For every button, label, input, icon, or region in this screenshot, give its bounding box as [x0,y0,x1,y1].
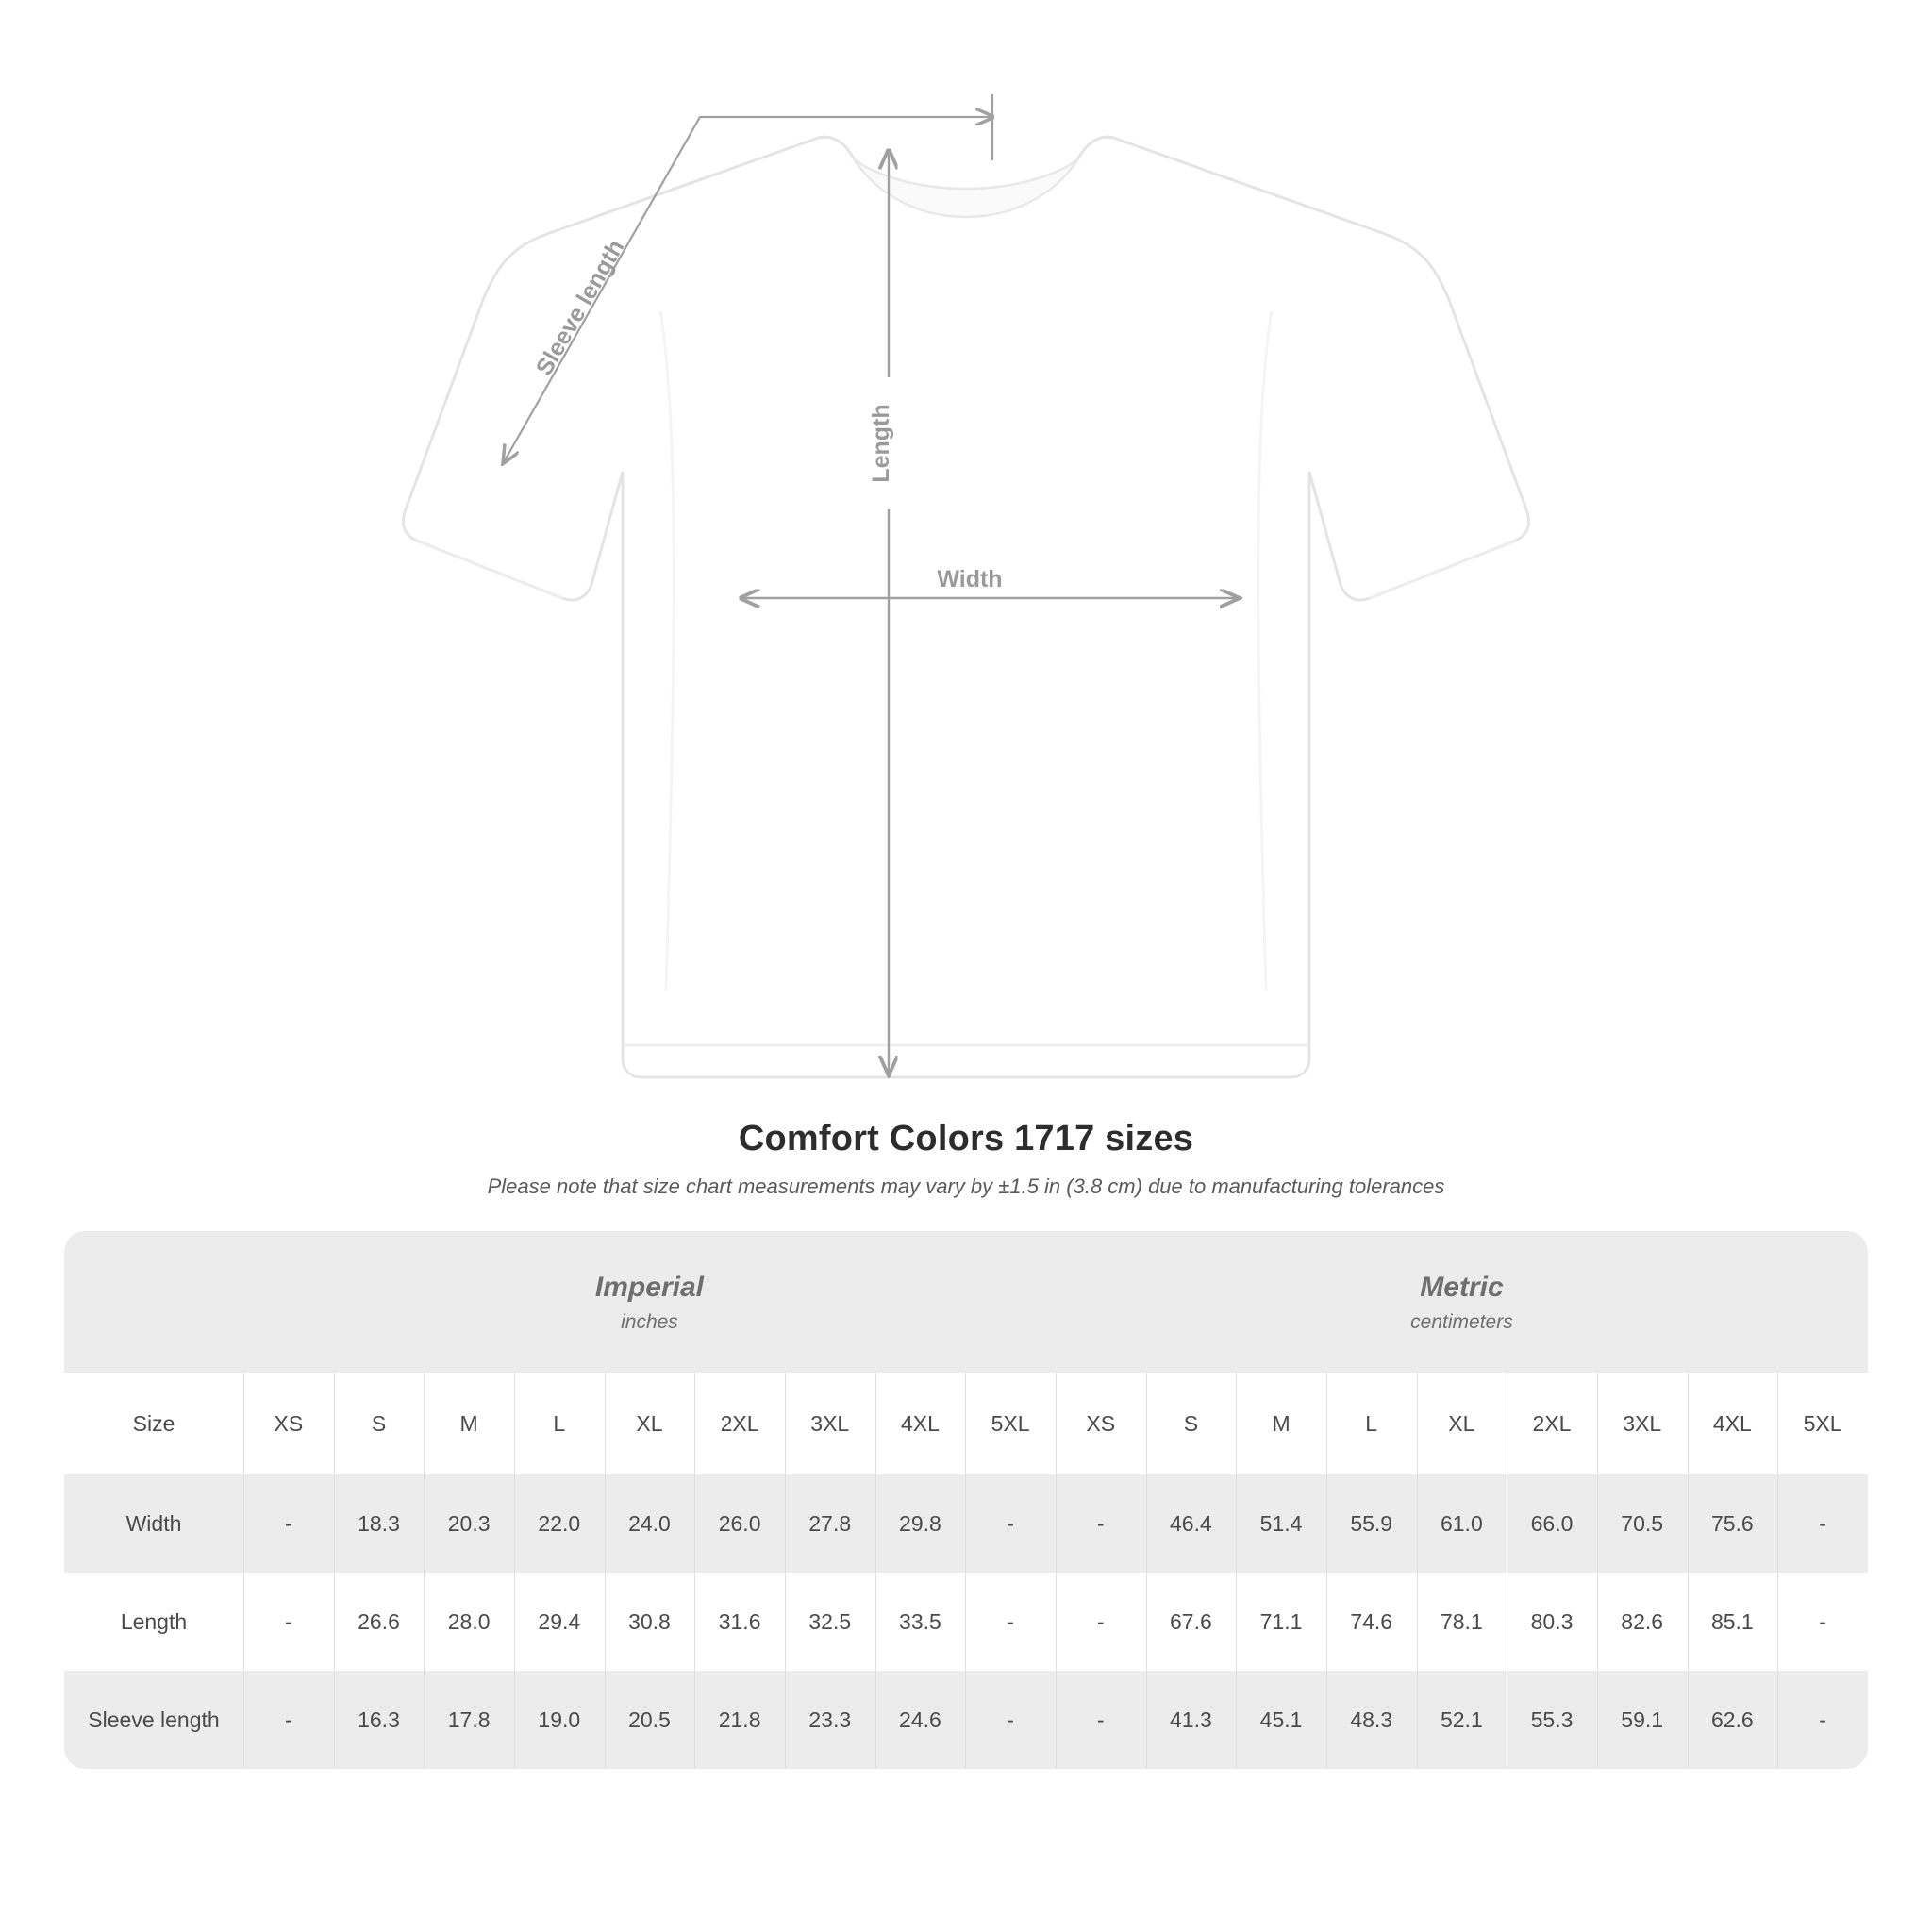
cell-width-imp-1: 18.3 [334,1474,425,1573]
cell-width-imp-6: 27.8 [785,1474,875,1573]
cell-width-imp-4: 24.0 [605,1474,695,1573]
cell-sleeve-met-5: 55.3 [1507,1671,1597,1769]
cell-width-met-1: 46.4 [1146,1474,1237,1573]
header-size-met-4: XL [1417,1373,1507,1474]
header-size-imp-0: XS [243,1373,334,1474]
cell-length-imp-0: - [243,1573,334,1671]
row-label-width: Width [64,1474,243,1573]
cell-sleeve-met-6: 59.1 [1597,1671,1688,1769]
unit-metric-sub: centimeters [1410,1310,1513,1333]
cell-length-met-0: - [1056,1573,1146,1671]
header-size-imp-2: M [424,1373,514,1474]
header-size-met-0: XS [1056,1373,1146,1474]
cell-length-met-6: 82.6 [1597,1573,1688,1671]
cell-sleeve-imp-5: 21.8 [694,1671,785,1769]
cell-sleeve-met-4: 52.1 [1417,1671,1507,1769]
cell-sleeve-imp-6: 23.3 [785,1671,875,1769]
length-label: Length [868,404,894,483]
cell-sleeve-met-3: 48.3 [1326,1671,1417,1769]
header-size-met-1: S [1146,1373,1237,1474]
unit-header-row [64,1231,1868,1373]
header-size-met-7: 4XL [1688,1373,1778,1474]
unit-corner-cell [64,1231,243,1373]
cell-sleeve-met-0: - [1056,1671,1146,1769]
header-size-met-3: L [1326,1373,1417,1474]
cell-sleeve-met-7: 62.6 [1688,1671,1778,1769]
cell-width-imp-5: 26.0 [694,1474,785,1573]
header-size-met-6: 3XL [1597,1373,1688,1474]
cell-length-met-2: 71.1 [1236,1573,1326,1671]
header-size-imp-8: 5XL [965,1373,1056,1474]
header-size-imp-3: L [514,1373,605,1474]
title-block [0,1119,1932,1199]
cell-length-imp-2: 28.0 [424,1573,514,1671]
cell-sleeve-imp-7: 24.6 [875,1671,966,1769]
cell-width-met-3: 55.9 [1326,1474,1417,1573]
header-size-met-8: 5XL [1777,1373,1868,1474]
cell-width-imp-8: - [965,1474,1056,1573]
tolerance-note: Please note that size chart measurements may vary by ±1.5 in (3.8 cm) due to manufacturing tolerances [487,1174,1445,1198]
size-header-label: Size [64,1373,243,1474]
header-size-met-5: 2XL [1507,1373,1597,1474]
header-size-imp-4: XL [605,1373,695,1474]
table-row [64,1671,1868,1769]
unit-imperial-sub: inches [621,1310,678,1333]
cell-length-imp-3: 29.4 [514,1573,605,1671]
cell-length-imp-7: 33.5 [875,1573,966,1671]
header-size-imp-5: 2XL [694,1373,785,1474]
cell-length-imp-5: 31.6 [694,1573,785,1671]
cell-length-met-1: 67.6 [1146,1573,1237,1671]
cell-sleeve-imp-1: 16.3 [334,1671,425,1769]
header-size-imp-6: 3XL [785,1373,875,1474]
cell-length-imp-8: - [965,1573,1056,1671]
cell-width-met-8: - [1777,1474,1868,1573]
cell-length-met-5: 80.3 [1507,1573,1597,1671]
cell-sleeve-imp-2: 17.8 [424,1671,514,1769]
page-title: Comfort Colors 1717 sizes [738,1119,1194,1158]
cell-width-met-5: 66.0 [1507,1474,1597,1573]
cell-sleeve-met-2: 45.1 [1236,1671,1326,1769]
cell-sleeve-imp-8: - [965,1671,1056,1769]
table-row [64,1474,1868,1573]
size-table-wrapper [64,1231,1868,1769]
cell-width-met-7: 75.6 [1688,1474,1778,1573]
unit-imperial-title: Imperial [594,1272,704,1304]
cell-sleeve-imp-0: - [243,1671,334,1769]
cell-length-imp-4: 30.8 [605,1573,695,1671]
header-size-imp-1: S [334,1373,425,1474]
cell-sleeve-met-8: - [1777,1671,1868,1769]
cell-width-met-0: - [1056,1474,1146,1573]
row-label-length: Length [64,1573,243,1671]
cell-width-met-6: 70.5 [1597,1474,1688,1573]
row-label-sleeve-length: Sleeve length [64,1671,243,1769]
cell-length-met-3: 74.6 [1326,1573,1417,1671]
cell-width-imp-0: - [243,1474,334,1573]
width-label: Width [937,566,1003,592]
cell-length-imp-1: 26.6 [334,1573,425,1671]
sleeve-length-label: Sleeve length [530,235,630,380]
cell-sleeve-met-1: 41.3 [1146,1671,1237,1769]
cell-width-met-4: 61.0 [1417,1474,1507,1573]
cell-width-imp-2: 20.3 [424,1474,514,1573]
header-size-imp-7: 4XL [875,1373,966,1474]
header-size-met-2: M [1236,1373,1326,1474]
size-table [64,1231,1868,1769]
tshirt-shape [403,137,1528,1077]
unit-imperial-cell [243,1231,1056,1373]
cell-width-imp-7: 29.8 [875,1474,966,1573]
cell-length-met-8: - [1777,1573,1868,1671]
unit-metric-title: Metric [1420,1272,1504,1304]
size-header-row [64,1373,1868,1474]
cell-length-met-7: 85.1 [1688,1573,1778,1671]
cell-sleeve-imp-3: 19.0 [514,1671,605,1769]
cell-length-met-4: 78.1 [1417,1573,1507,1671]
cell-width-met-2: 51.4 [1236,1474,1326,1573]
table-row [64,1573,1868,1671]
unit-metric-cell [1056,1231,1868,1373]
cell-length-imp-6: 32.5 [785,1573,875,1671]
cell-width-imp-3: 22.0 [514,1474,605,1573]
cell-sleeve-imp-4: 20.5 [605,1671,695,1769]
